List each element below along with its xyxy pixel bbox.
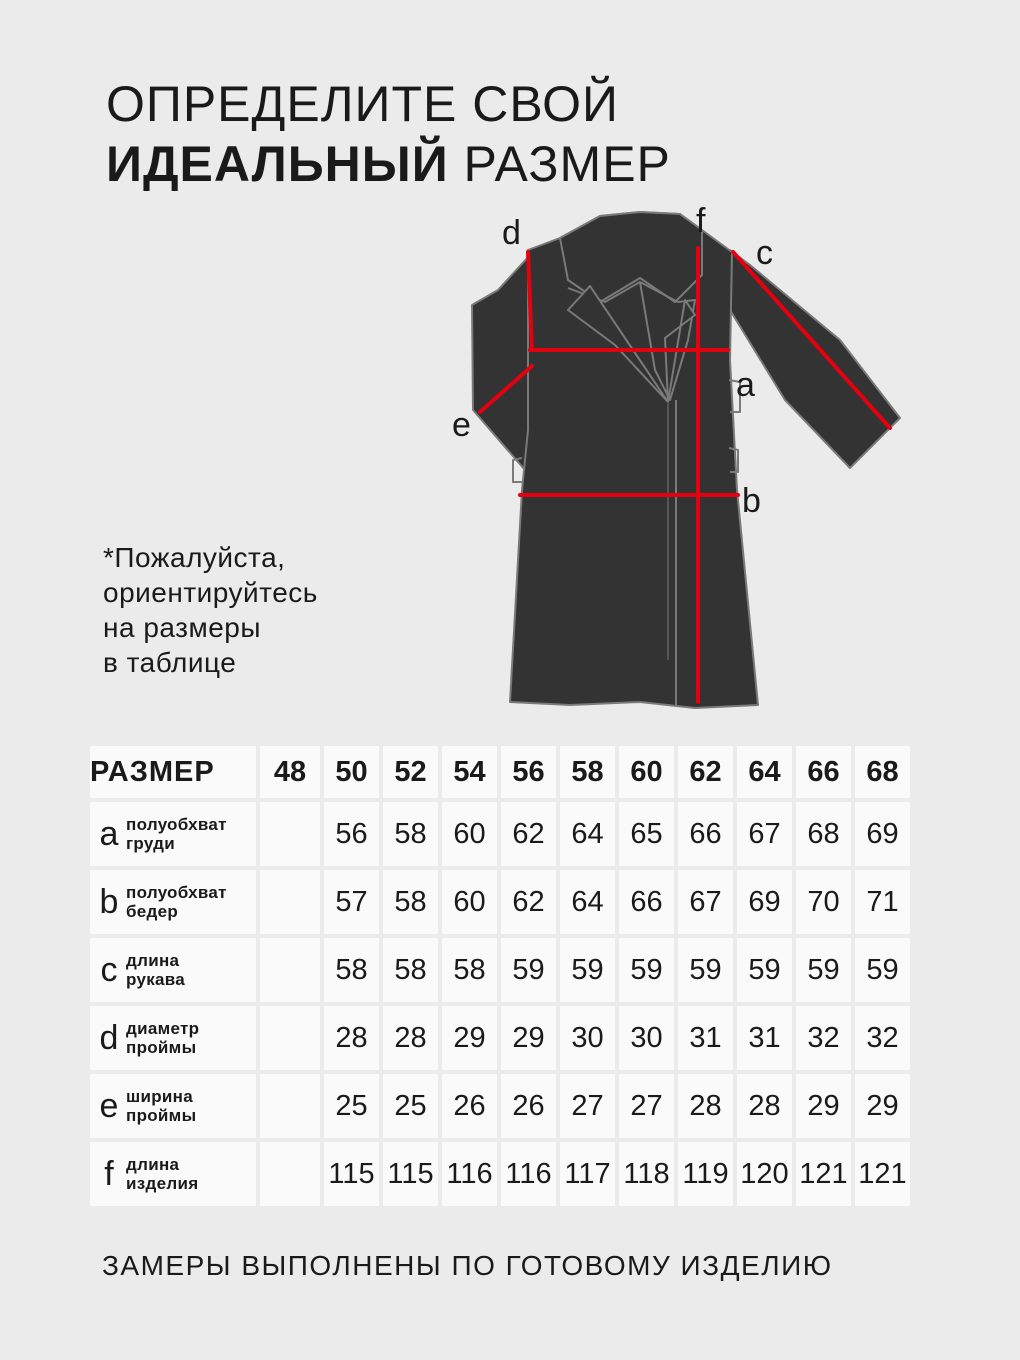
table-cell: 57 xyxy=(324,870,379,934)
table-cell: 66 xyxy=(619,870,674,934)
table-cell: 116 xyxy=(501,1142,556,1206)
row-label xyxy=(90,1142,256,1206)
table-cell: 65 xyxy=(619,802,674,866)
coat-illustration xyxy=(472,212,900,708)
table-cell: 29 xyxy=(855,1074,910,1138)
table-cell: 28 xyxy=(737,1074,792,1138)
table-cell: 119 xyxy=(678,1142,733,1206)
row-desc-line-2: груди xyxy=(126,834,176,853)
table-cell: 59 xyxy=(737,938,792,1002)
size-table xyxy=(86,742,914,1210)
table-cell: 64 xyxy=(560,802,615,866)
size-header-cell: 56 xyxy=(501,746,556,798)
row-description xyxy=(126,1087,196,1125)
table-cell: 30 xyxy=(560,1006,615,1070)
table-cell: 59 xyxy=(619,938,674,1002)
table-row xyxy=(90,1074,910,1138)
table-cell xyxy=(260,870,320,934)
table-cell: 59 xyxy=(501,938,556,1002)
table-cell: 66 xyxy=(678,802,733,866)
row-desc-line-2: проймы xyxy=(126,1038,197,1057)
table-cell: 115 xyxy=(383,1142,438,1206)
label-a: a xyxy=(736,366,755,404)
row-letter: d xyxy=(99,1019,119,1057)
table-cell: 116 xyxy=(442,1142,497,1206)
title-line-1: ОПРЕДЕЛИТЕ СВОЙ xyxy=(106,76,619,132)
footer-note: ЗАМЕРЫ ВЫПОЛНЕНЫ ПО ГОТОВОМУ ИЗДЕЛИЮ xyxy=(102,1250,833,1281)
table-cell: 70 xyxy=(796,870,851,934)
table-cell: 25 xyxy=(383,1074,438,1138)
row-label xyxy=(90,1006,256,1070)
title-line-2-rest: РАЗМЕР xyxy=(448,136,671,192)
row-label-wrap xyxy=(90,815,256,853)
table-cell: 64 xyxy=(560,870,615,934)
table-cell: 56 xyxy=(324,802,379,866)
coat-measurement-diagram xyxy=(440,190,920,720)
table-cell: 118 xyxy=(619,1142,674,1206)
row-description xyxy=(126,815,227,853)
size-header-label: РАЗМЕР xyxy=(90,746,256,798)
table-cell: 67 xyxy=(737,802,792,866)
table-cell xyxy=(260,1006,320,1070)
row-desc-line-2: рукава xyxy=(126,970,186,989)
table-cell: 121 xyxy=(855,1142,910,1206)
row-desc-line-1: полуобхват xyxy=(126,883,227,902)
row-label-wrap xyxy=(90,1155,256,1193)
table-cell: 62 xyxy=(501,802,556,866)
size-header-cell: 64 xyxy=(737,746,792,798)
row-label-wrap xyxy=(90,951,256,989)
table-cell xyxy=(260,802,320,866)
table-cell: 31 xyxy=(737,1006,792,1070)
table-cell xyxy=(260,1142,320,1206)
row-desc-line-2: изделия xyxy=(126,1174,199,1193)
table-cell: 25 xyxy=(324,1074,379,1138)
row-letter: f xyxy=(104,1155,114,1193)
table-cell: 59 xyxy=(678,938,733,1002)
row-letter: c xyxy=(100,951,118,989)
table-cell: 28 xyxy=(324,1006,379,1070)
table-cell: 28 xyxy=(678,1074,733,1138)
size-header-cell: 58 xyxy=(560,746,615,798)
row-letter: a xyxy=(99,815,119,853)
table-cell: 62 xyxy=(501,870,556,934)
table-cell: 60 xyxy=(442,802,497,866)
table-cell: 27 xyxy=(560,1074,615,1138)
table-cell: 28 xyxy=(383,1006,438,1070)
label-b: b xyxy=(742,482,761,520)
size-header-cell: 54 xyxy=(442,746,497,798)
table-cell: 120 xyxy=(737,1142,792,1206)
table-cell xyxy=(260,1074,320,1138)
label-c: c xyxy=(756,234,773,272)
table-cell: 115 xyxy=(324,1142,379,1206)
size-header-cell: 66 xyxy=(796,746,851,798)
size-header-cell: 48 xyxy=(260,746,320,798)
table-cell: 29 xyxy=(501,1006,556,1070)
row-desc-line-1: диаметр xyxy=(126,1019,200,1038)
table-cell: 121 xyxy=(796,1142,851,1206)
table-cell: 59 xyxy=(560,938,615,1002)
size-note: *Пожалуйста, ориентируйтесь на размеры в таблице xyxy=(103,542,318,678)
table-cell: 58 xyxy=(383,870,438,934)
label-e: e xyxy=(452,406,471,444)
size-header-row xyxy=(90,746,910,798)
row-label-wrap xyxy=(90,883,256,921)
row-letter: e xyxy=(99,1087,119,1125)
row-description xyxy=(126,1155,198,1193)
table-cell: 68 xyxy=(796,802,851,866)
table-cell: 29 xyxy=(796,1074,851,1138)
table-cell: 69 xyxy=(855,802,910,866)
row-desc-line-2: бедер xyxy=(126,902,179,921)
size-header-cell: 50 xyxy=(324,746,379,798)
table-cell: 71 xyxy=(855,870,910,934)
table-cell: 58 xyxy=(383,938,438,1002)
row-label-wrap xyxy=(90,1019,256,1057)
row-label xyxy=(90,870,256,934)
row-label xyxy=(90,802,256,866)
table-row xyxy=(90,1006,910,1070)
label-f: f xyxy=(696,202,706,240)
table-cell: 27 xyxy=(619,1074,674,1138)
row-desc-line-1: полуобхват xyxy=(126,815,227,834)
table-cell: 26 xyxy=(501,1074,556,1138)
table-row xyxy=(90,938,910,1002)
table-cell: 69 xyxy=(737,870,792,934)
row-letter: b xyxy=(99,883,119,921)
table-cell xyxy=(260,938,320,1002)
table-cell: 117 xyxy=(560,1142,615,1206)
table-cell: 30 xyxy=(619,1006,674,1070)
page-title xyxy=(106,74,671,194)
row-description xyxy=(126,951,185,989)
table-cell: 26 xyxy=(442,1074,497,1138)
table-row xyxy=(90,1142,910,1206)
table-cell: 32 xyxy=(796,1006,851,1070)
row-label-wrap xyxy=(90,1087,256,1125)
table-cell: 58 xyxy=(442,938,497,1002)
table-cell: 32 xyxy=(855,1006,910,1070)
size-header-cell: 68 xyxy=(855,746,910,798)
row-label xyxy=(90,1074,256,1138)
size-header-cell: 52 xyxy=(383,746,438,798)
table-cell: 59 xyxy=(796,938,851,1002)
row-desc-line-1: ширина xyxy=(126,1087,193,1106)
size-header-cell: 62 xyxy=(678,746,733,798)
row-label xyxy=(90,938,256,1002)
row-desc-line-1: длина xyxy=(126,951,180,970)
table-cell: 58 xyxy=(383,802,438,866)
table-cell: 58 xyxy=(324,938,379,1002)
table-cell: 59 xyxy=(855,938,910,1002)
row-description xyxy=(126,1019,199,1057)
label-d: d xyxy=(502,214,521,252)
row-description xyxy=(126,883,227,921)
row-desc-line-1: длина xyxy=(126,1155,180,1174)
row-desc-line-2: проймы xyxy=(126,1106,197,1125)
table-cell: 60 xyxy=(442,870,497,934)
title-bold-word: ИДЕАЛЬНЫЙ xyxy=(106,136,449,192)
table-row xyxy=(90,870,910,934)
size-header-cell: 60 xyxy=(619,746,674,798)
table-row xyxy=(90,802,910,866)
table-cell: 29 xyxy=(442,1006,497,1070)
table-cell: 31 xyxy=(678,1006,733,1070)
table-cell: 67 xyxy=(678,870,733,934)
